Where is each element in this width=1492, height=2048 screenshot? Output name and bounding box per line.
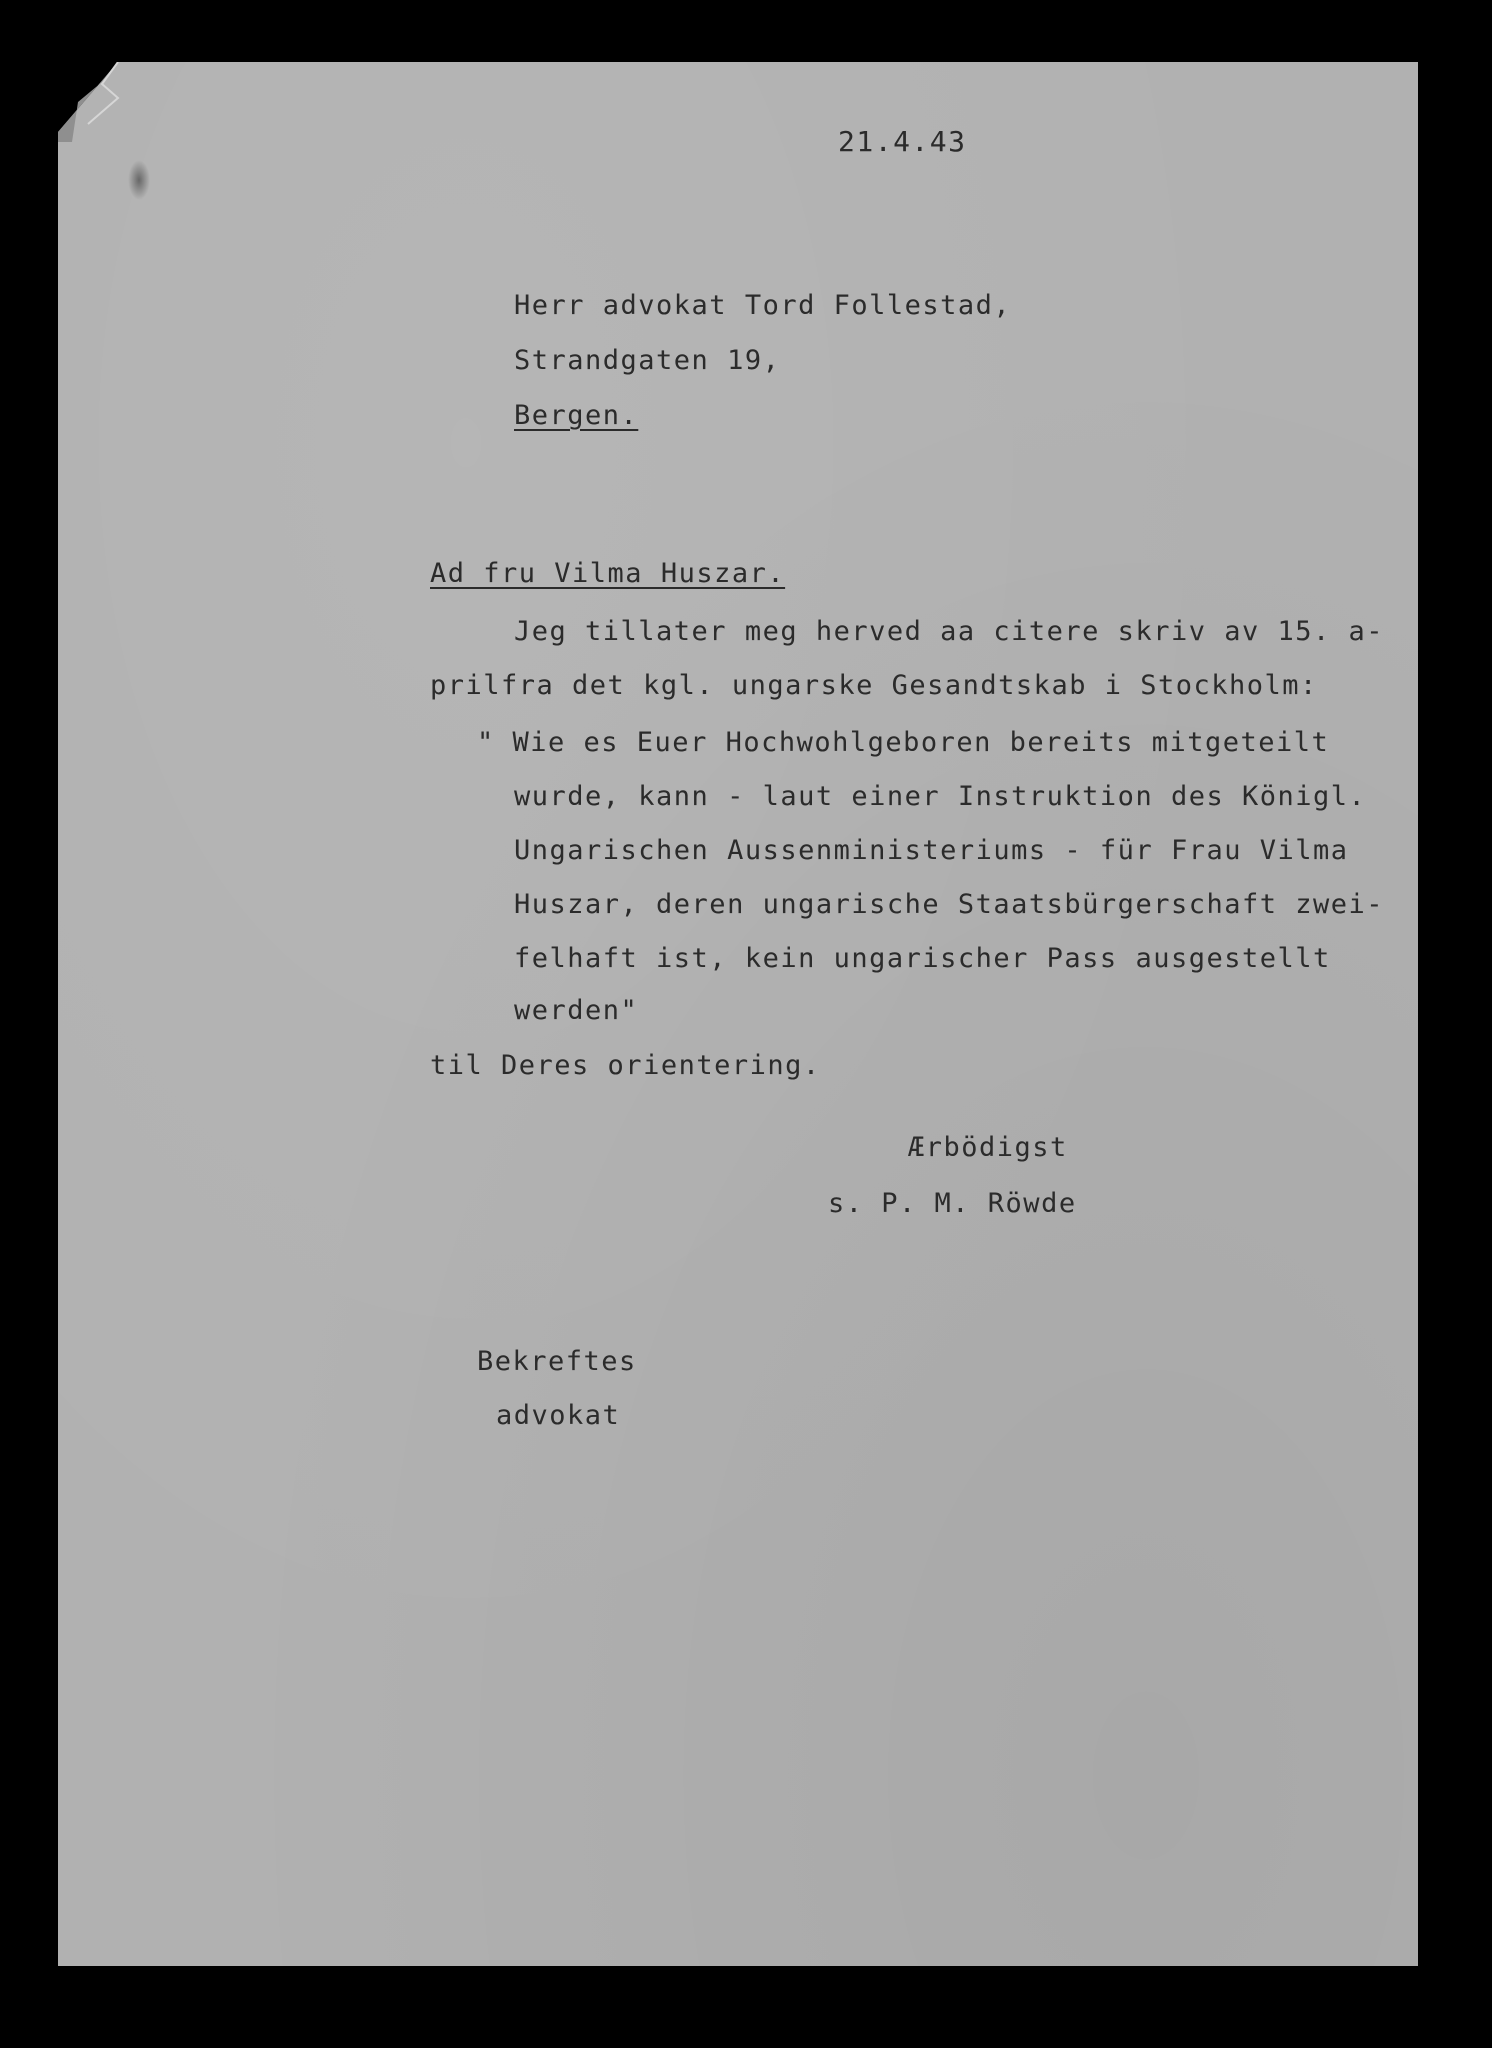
body-line-2: prilfra det kgl. ungarske Gesandtskab i Stockholm: [430,670,1318,701]
quote-line-5: felhaft ist, kein ungarischer Pass ausgestellt [514,943,1331,974]
address-city: Bergen. [514,400,639,431]
closing-line: til Deres orientering. [430,1050,821,1081]
folded-corner [58,62,128,142]
letter-subject: Ad fru Vilma Huszar. [430,558,786,589]
body-line-1: Jeg tillater meg herved aa citere skriv av 15. a- [514,616,1385,647]
quote-line-4: Huszar, deren ungarische Staatsbürgerschaft zwei- [514,889,1385,920]
quote-line-1: " Wie es Euer Hochwohlgeboren bereits mitgeteilt [477,727,1330,758]
address-line-2: Strandgaten 19, [514,345,781,376]
signature-line: s. P. M. Röwde [828,1188,1077,1219]
address-line-1: Herr advokat Tord Follestad, [514,290,1012,321]
quote-line-3: Ungarischen Aussenministeriums - für Frau Vilma [514,835,1349,866]
ink-smudge [128,160,150,200]
quote-line-2: wurde, kann - laut einer Instruktion des Königl. [514,781,1367,812]
confirmation-line-2: advokat [496,1400,621,1431]
salutation: Ærbödigst [908,1132,1068,1163]
confirmation-line-1: Bekreftes [477,1346,637,1377]
letter-date: 21.4.43 [838,125,967,158]
quote-line-6: werden" [514,995,639,1026]
